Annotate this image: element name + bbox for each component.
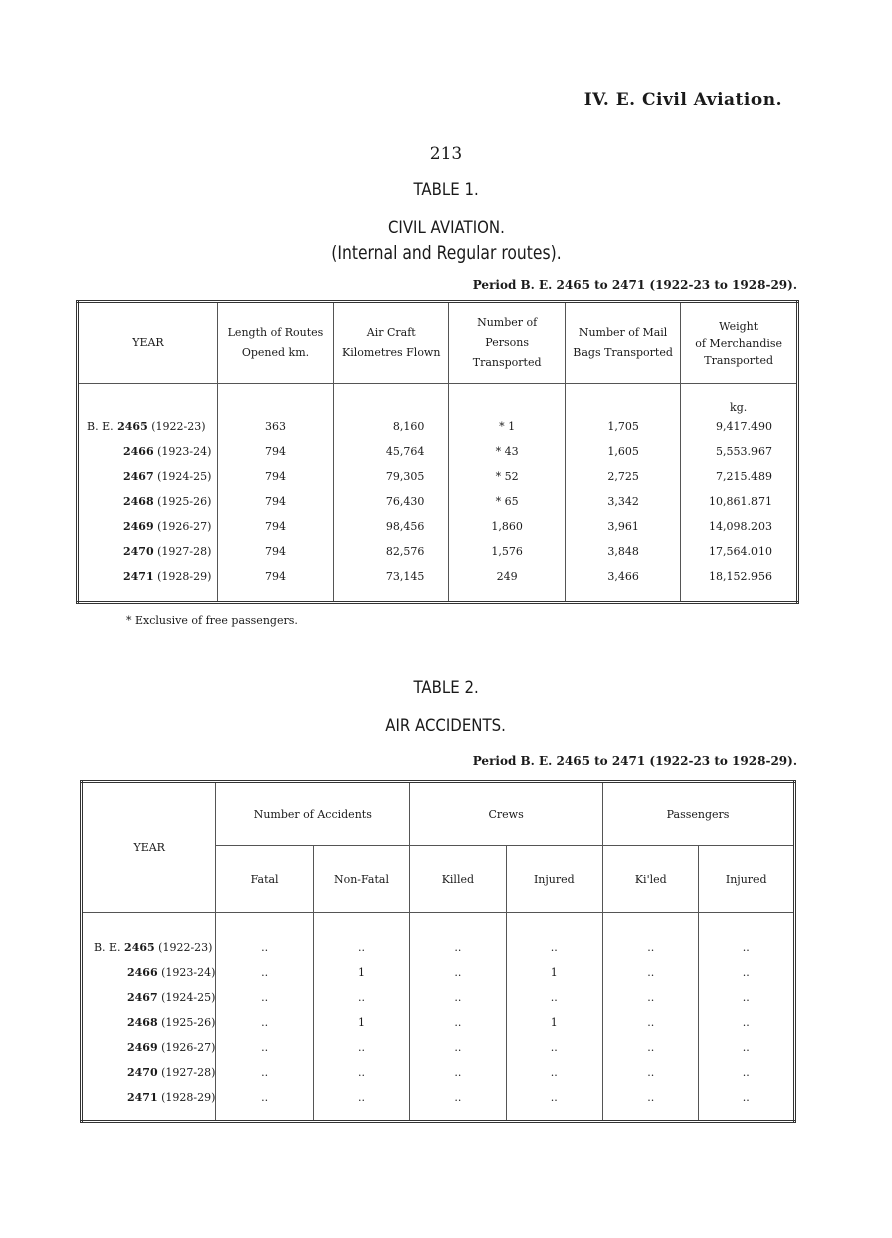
pass-killed-cell: .. [603, 985, 699, 1010]
year-cell [78, 539, 218, 564]
length-cell: 794 [217, 489, 333, 514]
table2-header-row-1 [82, 782, 795, 846]
aircraft-cell: 79,305 [334, 464, 449, 489]
header-fatal: Fatal [216, 846, 313, 913]
persons-cell: 1,860 [449, 514, 565, 539]
header-length [217, 302, 333, 384]
mail-cell: 1,605 [565, 439, 680, 464]
length-cell: 794 [217, 464, 333, 489]
year-cell [78, 414, 218, 439]
header-persons-line1: Number of [477, 316, 538, 329]
unit-blank [334, 384, 449, 415]
weight-cell: 14,098.203 [709, 520, 772, 533]
year-ce: (1927-28) [161, 1066, 216, 1079]
year-be: 2469 [127, 1041, 158, 1054]
year-ce: (1923-24) [161, 966, 216, 979]
weight-cell: 10,861.871 [709, 495, 772, 508]
header-aircraft-line1: Air Craft [366, 326, 416, 339]
weight-cell: 5,553.967 [716, 445, 772, 458]
pass-killed-cell: .. [603, 1085, 699, 1122]
mail-cell: 3,848 [565, 539, 680, 564]
crew-injured-cell: 1 [506, 1010, 602, 1035]
year-prefix: B. E. [93, 941, 121, 954]
weight-cell: 18,152.956 [709, 570, 772, 583]
year-ce: (1925-26) [157, 495, 212, 508]
mail-cell: 1,705 [565, 414, 680, 439]
table-row [78, 514, 798, 539]
non-fatal-cell: .. [313, 1085, 409, 1122]
fatal-cell: .. [216, 1010, 313, 1035]
persons-cell: * 43 [449, 439, 565, 464]
table1-title: CIVIL AVIATION. [387, 218, 505, 238]
air-accidents-table [80, 780, 796, 1123]
length-cell: 794 [217, 539, 333, 564]
header-year: YEAR [78, 302, 218, 384]
non-fatal-cell: .. [313, 1035, 409, 1060]
table1-footnote: * Exclusive of free passengers. [126, 614, 298, 627]
year-cell [82, 1060, 216, 1085]
year-be: 2467 [127, 991, 158, 1004]
fatal-cell: .. [216, 1035, 313, 1060]
table-row [78, 414, 798, 439]
mail-cell: 3,961 [565, 514, 680, 539]
pass-injured-cell: .. [742, 1016, 750, 1029]
pass-killed-cell: .. [603, 1060, 699, 1085]
header-length-line2: Opened km. [241, 346, 310, 359]
crew-killed-cell: .. [410, 1010, 506, 1035]
year-be: 2471 [123, 570, 154, 583]
table2-label-wrap [0, 678, 892, 698]
page-number: 213 [429, 144, 463, 164]
pass-injured-cell: .. [742, 1091, 750, 1104]
table-row [78, 539, 798, 564]
crew-injured-cell: .. [506, 1060, 602, 1085]
crew-killed-cell: .. [410, 1060, 506, 1085]
crew-killed-cell: .. [410, 1035, 506, 1060]
year-be: 2468 [127, 1016, 158, 1029]
aircraft-cell: 8,160 [334, 414, 449, 439]
year-be: 2471 [127, 1091, 158, 1104]
year-cell [78, 439, 218, 464]
aircraft-cell: 73,145 [334, 564, 449, 603]
table-row [78, 439, 798, 464]
unit-blank [449, 384, 565, 415]
year-ce: (1928-29) [161, 1091, 216, 1104]
header-aircraft [334, 302, 449, 384]
year-be: 2465 [117, 420, 148, 433]
mail-cell: 3,342 [565, 489, 680, 514]
year-prefix: B. E. [87, 420, 114, 433]
year-cell [78, 514, 218, 539]
year-be: 2465 [124, 941, 155, 954]
pass-killed-cell: .. [603, 1035, 699, 1060]
fatal-cell: .. [216, 960, 313, 985]
weight-cell: 17,564.010 [709, 545, 772, 558]
header-crew-injured: Injured [506, 846, 602, 913]
length-cell: 363 [217, 414, 333, 439]
persons-cell: * 1 [449, 414, 565, 439]
year-be: 2466 [127, 966, 158, 979]
table1-subtitle-wrap [0, 242, 892, 264]
unit-blank [78, 384, 218, 415]
civil-aviation-table [76, 300, 799, 604]
table1-label: TABLE 1. [413, 180, 479, 200]
header-year: YEAR [82, 782, 216, 913]
pass-injured-cell: .. [742, 1066, 750, 1079]
weight-unit: kg. [730, 401, 748, 414]
header-length-line1: Length of Routes [227, 326, 324, 339]
header-pass-injured: Injured [699, 846, 795, 913]
non-fatal-cell: .. [313, 1060, 409, 1085]
header-weight [681, 302, 798, 384]
table1-unit-row [78, 384, 798, 415]
length-cell: 794 [217, 564, 333, 603]
persons-cell: 249 [449, 564, 565, 603]
pass-killed-cell: .. [603, 1010, 699, 1035]
year-ce: (1926-27) [157, 520, 212, 533]
year-ce: (1922-23) [151, 420, 206, 433]
header-mail-line1: Number of Mail [578, 326, 668, 339]
header-weight-line2: of Merchandise [695, 336, 783, 350]
header-passengers: Passengers [603, 782, 795, 846]
year-cell [78, 489, 218, 514]
header-crew-killed: Killed [410, 846, 506, 913]
crew-killed-cell: .. [410, 985, 506, 1010]
year-be: 2469 [123, 520, 154, 533]
year-ce: (1925-26) [161, 1016, 216, 1029]
table2-period: Period B. E. 2465 to 2471 (1922-23 to 1928-29). [472, 754, 797, 768]
table-row [82, 1010, 795, 1035]
table-row [82, 1035, 795, 1060]
table-row [78, 564, 798, 603]
fatal-cell: .. [216, 985, 313, 1010]
year-ce: (1924-25) [157, 470, 212, 483]
header-weight-line3: Transported [704, 353, 774, 367]
section-heading: IV. E. Civil Aviation. [583, 90, 782, 110]
crew-injured-cell: .. [506, 985, 602, 1010]
aircraft-cell: 76,430 [334, 489, 449, 514]
table1-subtitle: (Internal and Regular routes). [330, 242, 562, 264]
aircraft-cell: 82,576 [334, 539, 449, 564]
length-cell: 794 [217, 439, 333, 464]
header-mail-line2: Bags Transported [573, 346, 673, 359]
header-mail [565, 302, 680, 384]
year-be: 2470 [127, 1066, 158, 1079]
header-pass-killed: Ki'led [603, 846, 699, 913]
table1-title-wrap [0, 218, 892, 238]
table1-label-wrap [0, 180, 892, 200]
year-ce: (1926-27) [161, 1041, 216, 1054]
non-fatal-cell: .. [313, 985, 409, 1010]
header-aircraft-line2: Kilometres Flown [342, 346, 441, 359]
table-row [82, 985, 795, 1010]
year-cell [82, 1035, 216, 1060]
crew-injured-cell: .. [506, 1085, 602, 1122]
table-row [82, 1060, 795, 1085]
pass-injured-cell: .. [742, 1041, 750, 1054]
crew-killed-cell: .. [410, 960, 506, 985]
table-row [78, 489, 798, 514]
table2-title: AIR ACCIDENTS. [385, 716, 507, 736]
year-be: 2466 [123, 445, 154, 458]
fatal-cell: .. [216, 913, 313, 961]
pass-injured-cell: .. [742, 966, 750, 979]
year-ce: (1928-29) [157, 570, 212, 583]
mail-cell: 2,725 [565, 464, 680, 489]
year-ce: (1927-28) [157, 545, 212, 558]
year-ce: (1923-24) [157, 445, 212, 458]
year-cell [82, 960, 216, 985]
crew-killed-cell: .. [410, 913, 506, 961]
table1-period: Period B. E. 2465 to 2471 (1922-23 to 1928-29). [472, 278, 797, 292]
crew-injured-cell: .. [506, 1035, 602, 1060]
persons-cell: * 52 [449, 464, 565, 489]
non-fatal-cell: .. [313, 913, 409, 961]
year-cell [82, 1010, 216, 1035]
year-cell [78, 464, 218, 489]
header-accidents: Number of Accidents [216, 782, 410, 846]
aircraft-cell: 98,456 [334, 514, 449, 539]
length-cell: 794 [217, 514, 333, 539]
table-row [82, 1085, 795, 1122]
non-fatal-cell: 1 [313, 1010, 409, 1035]
table-row [78, 464, 798, 489]
table2-title-wrap [0, 716, 892, 736]
fatal-cell: .. [216, 1085, 313, 1122]
year-be: 2468 [123, 495, 154, 508]
mail-cell: 3,466 [565, 564, 680, 603]
year-cell [82, 913, 216, 961]
table-row [82, 960, 795, 985]
persons-cell: * 65 [449, 489, 565, 514]
header-non-fatal: Non-Fatal [313, 846, 409, 913]
unit-blank [565, 384, 680, 415]
non-fatal-cell: 1 [313, 960, 409, 985]
pass-killed-cell: .. [603, 960, 699, 985]
persons-cell: 1,576 [449, 539, 565, 564]
table-row [82, 913, 795, 961]
weight-cell: 7,215.489 [716, 470, 772, 483]
pass-killed-cell: .. [603, 913, 699, 961]
year-be: 2470 [123, 545, 154, 558]
header-crews: Crews [410, 782, 603, 846]
fatal-cell: .. [216, 1060, 313, 1085]
unit-blank [217, 384, 333, 415]
year-ce: (1924-25) [161, 991, 216, 1004]
weight-cell: 9,417.490 [716, 420, 772, 433]
header-persons-line2: Persons Transported [472, 336, 542, 369]
crew-injured-cell: .. [506, 913, 602, 961]
header-persons [449, 302, 565, 384]
year-ce: (1922-23) [158, 941, 213, 954]
pass-injured-cell: .. [742, 991, 750, 1004]
year-cell [82, 1085, 216, 1122]
year-cell [78, 564, 218, 603]
table1-header-row [78, 302, 798, 384]
table2-label: TABLE 2. [413, 678, 479, 698]
aircraft-cell: 45,764 [334, 439, 449, 464]
crew-killed-cell: .. [410, 1085, 506, 1122]
pass-injured-cell: .. [742, 941, 750, 954]
crew-injured-cell: 1 [506, 960, 602, 985]
year-cell [82, 985, 216, 1010]
header-weight-line1: Weight [719, 319, 759, 333]
year-be: 2467 [123, 470, 154, 483]
